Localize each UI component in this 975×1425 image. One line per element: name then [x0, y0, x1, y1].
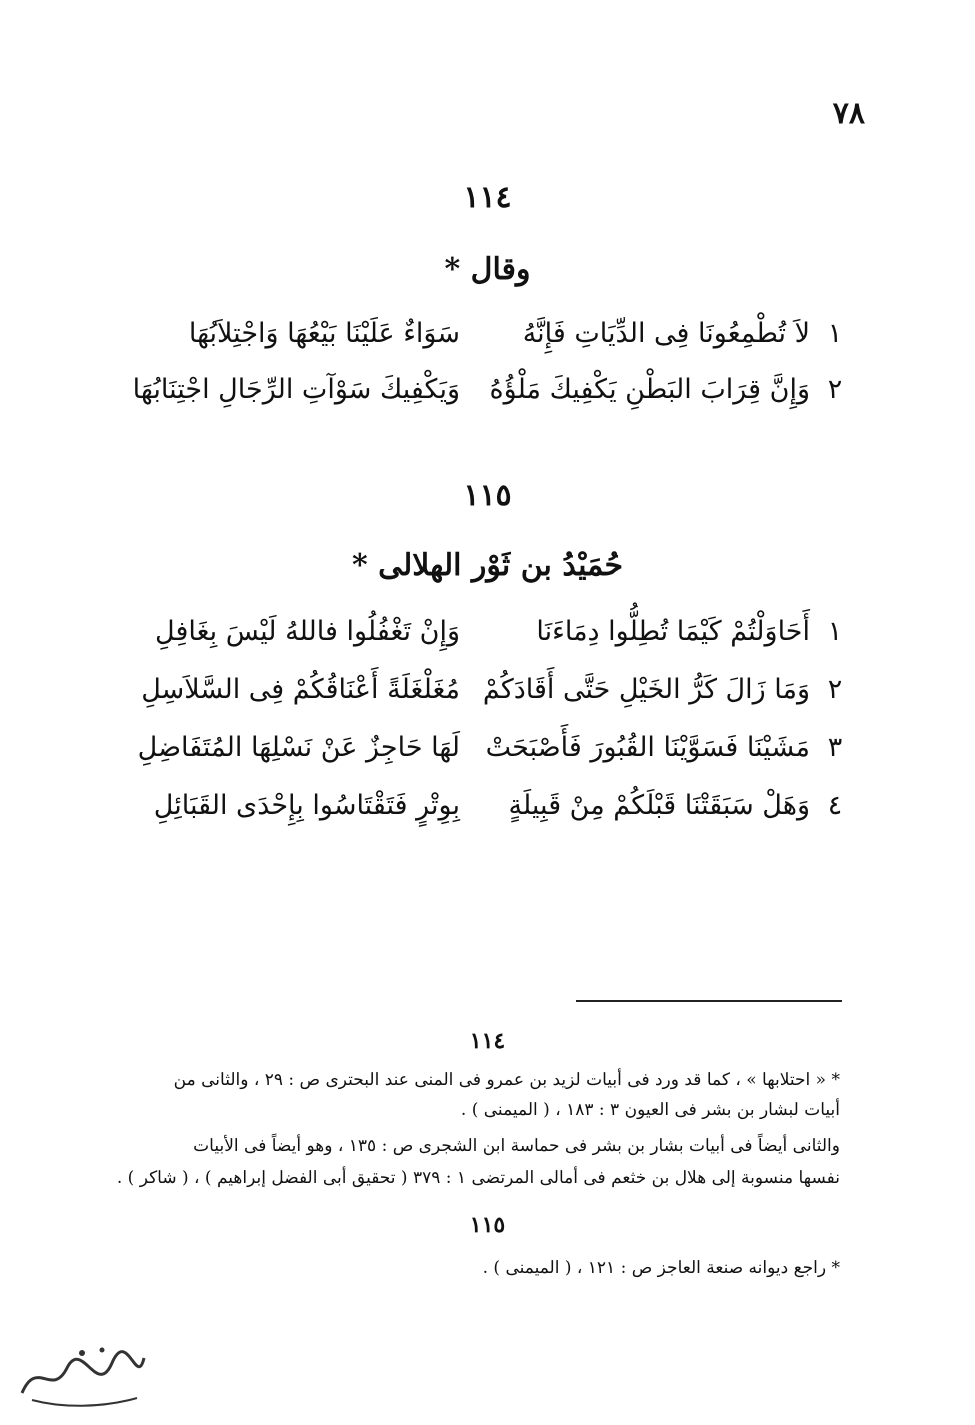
- footnote-divider: [576, 1000, 842, 1002]
- verse-second-hemistich: لَهَا حَاجِزٌ عَنْ نَسْلِهَا المُتَفَاضِلِ: [137, 732, 460, 763]
- verse-number: ٢: [827, 674, 843, 705]
- verse-line: [130, 732, 850, 782]
- verse-second-hemistich: وَإِنْ تَغْفُلُوا فاللهُ لَيْسَ بِغَافِلِ: [155, 616, 460, 647]
- verse-first-hemistich: مَشَيْنَا فَسَوَّيْنَا القُبُورَ فَأَصْبَحَتْ: [485, 732, 810, 763]
- footnote-line: والثانى أيضاً فى أبيات بشار بن بشر فى حماسة ابن الشجرى ص : ١٣٥ ، وهو أيضاً فى الأبيات: [193, 1136, 840, 1156]
- footnote-line: * راجع ديوانه صنعة العاجز ص : ١٢١ ، ( الميمنى ) .: [482, 1258, 840, 1278]
- verse-line: [130, 790, 850, 840]
- verse-number: ١: [827, 318, 843, 349]
- verse-first-hemistich: لاَ تُطْمِعُونَا فِى الدِّيَاتِ فَإِنَّهُ: [522, 318, 810, 349]
- section-number: ١١٥: [463, 478, 512, 513]
- verse-first-hemistich: وَمَا زَالَ كَرُّ الخَيْلِ حَتَّى أَقَادَكُمْ: [482, 674, 810, 705]
- verse-number: ٤: [827, 790, 843, 821]
- verse-second-hemistich: بِوِتْرٍ فَتَقْتَاسُوا بِإِحْدَى القَبَائِلِ: [153, 790, 460, 821]
- verse-line: [130, 674, 850, 724]
- verse-line: [130, 616, 850, 666]
- verse-line: [130, 318, 850, 368]
- footnote-number: ١١٥: [469, 1212, 506, 1238]
- watermark-logo: [12, 1338, 152, 1413]
- verse-second-hemistich: وَيَكْفِيكَ سَوْآتِ الرِّجَالِ اجْتِنَابُهَا: [132, 374, 460, 405]
- footnote-line: أبيات لبشار بن بشر فى العيون ٣ : ١٨٣ ، ( الميمنى ) .: [460, 1100, 840, 1120]
- poem-title: وقال *: [444, 252, 531, 287]
- section-number: ١١٤: [463, 180, 512, 215]
- verse-first-hemistich: وَإِنَّ قِرَابَ البَطْنِ يَكْفِيكَ مَلْؤُهُ: [489, 374, 810, 405]
- footnote-line: نفسها منسوبة إلى هلال بن خثعم فى أمالى المرتضى ١ : ٣٧٩ ( تحقيق أبى الفضل إبراهيم ) ، ( شاكر ) .: [116, 1168, 840, 1188]
- footnote-number: ١١٤: [469, 1028, 506, 1054]
- verse-number: ٢: [827, 374, 843, 405]
- footnote-line: * « احتلابها » ، كما قد ورد فى أبيات لزيد بن عمرو فى المنى عند البحترى ص : ٢٩ ، والثانى من: [173, 1070, 840, 1090]
- verse-first-hemistich: وَهَلْ سَبَقَتْنَا قَبْلَكُمْ مِنْ قَبِيلَةٍ: [508, 790, 810, 821]
- verse-second-hemistich: مُغَلْغَلَةً أَعْنَاقُكُمْ فِى السَّلاَسِلِ: [141, 674, 460, 705]
- page-number: ٧٨: [832, 96, 865, 131]
- poem-title: حُمَيْدُ بن ثَوْر الهلالى *: [351, 548, 624, 583]
- verse-first-hemistich: أَحَاوَلْتُمْ كَيْمَا تُطِلُّوا دِمَاءَنَا: [536, 616, 810, 647]
- verse-line: [130, 374, 850, 424]
- verse-second-hemistich: سَوَاءٌ عَلَيْنَا بَيْعُهَا وَاجْتِلاَبُهَا: [188, 318, 460, 349]
- verse-number: ٣: [827, 732, 843, 763]
- verse-number: ١: [827, 616, 843, 647]
